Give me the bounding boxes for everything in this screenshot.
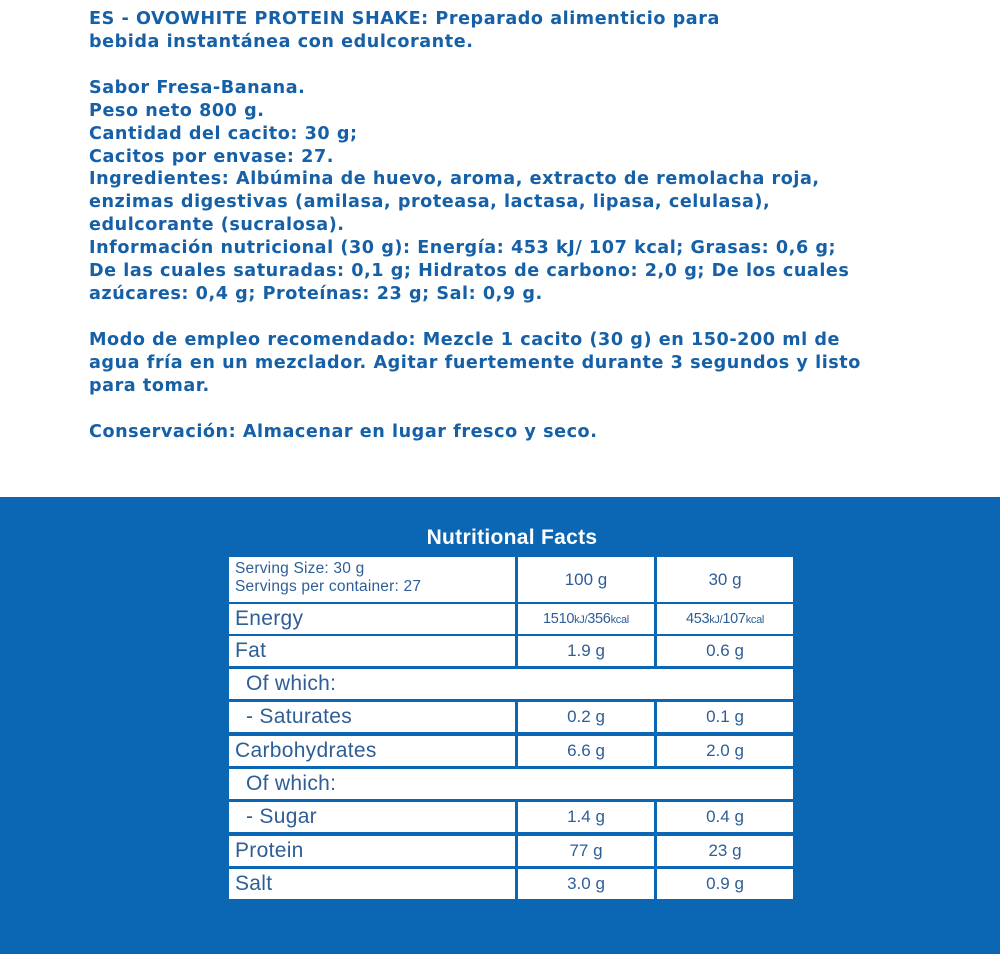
energy-kcal-100g: 356 [587,611,611,627]
value-100g-protein: 77 g [518,836,654,866]
value-100g-saturates: 0.2 g [518,702,654,732]
label-line: De las cuales saturadas: 0,1 g; Hidratos de carbono: 2,0 g; De los cuales [89,261,850,282]
row-label-carbohydrates: Carbohydrates [229,736,515,766]
row-label-fat: Fat [229,636,515,666]
nutrition-facts-table [226,518,798,902]
row-label-saturates: - Saturates [229,702,515,732]
label-line: Cantidad del cacito: 30 g; [89,123,358,144]
energy-100g [518,604,654,634]
value-30g-protein: 23 g [657,836,793,866]
value-30g-carbohydrates: 2.0 g [657,736,793,766]
energy-kj-30g: 453 [685,611,710,627]
label-line: Ingredientes: Albúmina de huevo, aroma, extracto de remolacha roja, [89,169,820,190]
value-30g-sugar: 0.4 g [657,802,793,832]
label-line: Información nutricional (30 g): Energía: 453 kJ/ 107 kcal; Grasas: 0,6 g; [89,238,837,259]
paragraph-gap [89,398,969,421]
energy-kj-100g: 1510 [543,611,575,627]
label-line: agua fría en un mezclador. Agitar fuertemente durante 3 segundos y listo [89,352,861,373]
label-line: Modo de empleo recomendado: Mezcle 1 cacito (30 g) en 150-200 ml de [89,329,840,350]
label-line: enzimas digestivas (amilasa, proteasa, lactasa, lipasa, celulasa), [89,192,771,213]
paragraph-gap [89,54,969,77]
table-title: Nutritional Facts [229,521,795,555]
row-label-salt: Salt [229,869,515,899]
row-label-energy: Energy [229,604,515,634]
paragraph-gap [89,306,969,329]
label-line: Sabor Fresa-Banana. [89,77,306,98]
value-30g-fat: 0.6 g [657,636,793,666]
row-label-of-which: Of which: [229,669,793,699]
row-label-protein: Protein [229,836,515,866]
energy-kcal-30g: 107 [722,611,746,627]
label-line: bebida instantánea con edulcorante. [89,31,474,52]
label-line: Cacitos por envase: 27. [89,146,335,167]
servings-per-container: Servings per container: 27 [235,578,422,595]
label-line: Conservación: Almacenar en lugar fresco y seco. [89,421,598,442]
label-line: Peso neto 800 g. [89,100,265,121]
unit-kj: kJ/ [574,614,588,626]
label-line: ES - OVOWHITE PROTEIN SHAKE: Preparado alimenticio para [89,9,720,29]
value-30g-salt: 0.9 g [657,869,793,899]
product-label-text [89,8,969,444]
serving-size: Serving Size: 30 g [235,560,365,577]
unit-kcal: kcal [610,614,629,626]
row-label-sugar: - Sugar [229,802,515,832]
unit-kcal: kcal [745,614,765,626]
unit-kj: kJ/ [709,614,723,626]
column-header-100g: 100 g [518,557,654,602]
column-header-30g: 30 g [657,557,793,602]
value-30g-saturates: 0.1 g [657,702,793,732]
energy-30g [657,604,793,634]
value-100g-carbohydrates: 6.6 g [518,736,654,766]
serving-info-cell [229,557,515,602]
value-100g-sugar: 1.4 g [518,802,654,832]
label-line: azúcares: 0,4 g; Proteínas: 23 g; Sal: 0,9 g. [89,283,543,304]
value-100g-salt: 3.0 g [518,869,654,899]
label-line: edulcorante (sucralosa). [89,215,345,236]
row-label-of-which: Of which: [229,769,793,799]
label-line: para tomar. [89,375,210,396]
value-100g-fat: 1.9 g [518,636,654,666]
